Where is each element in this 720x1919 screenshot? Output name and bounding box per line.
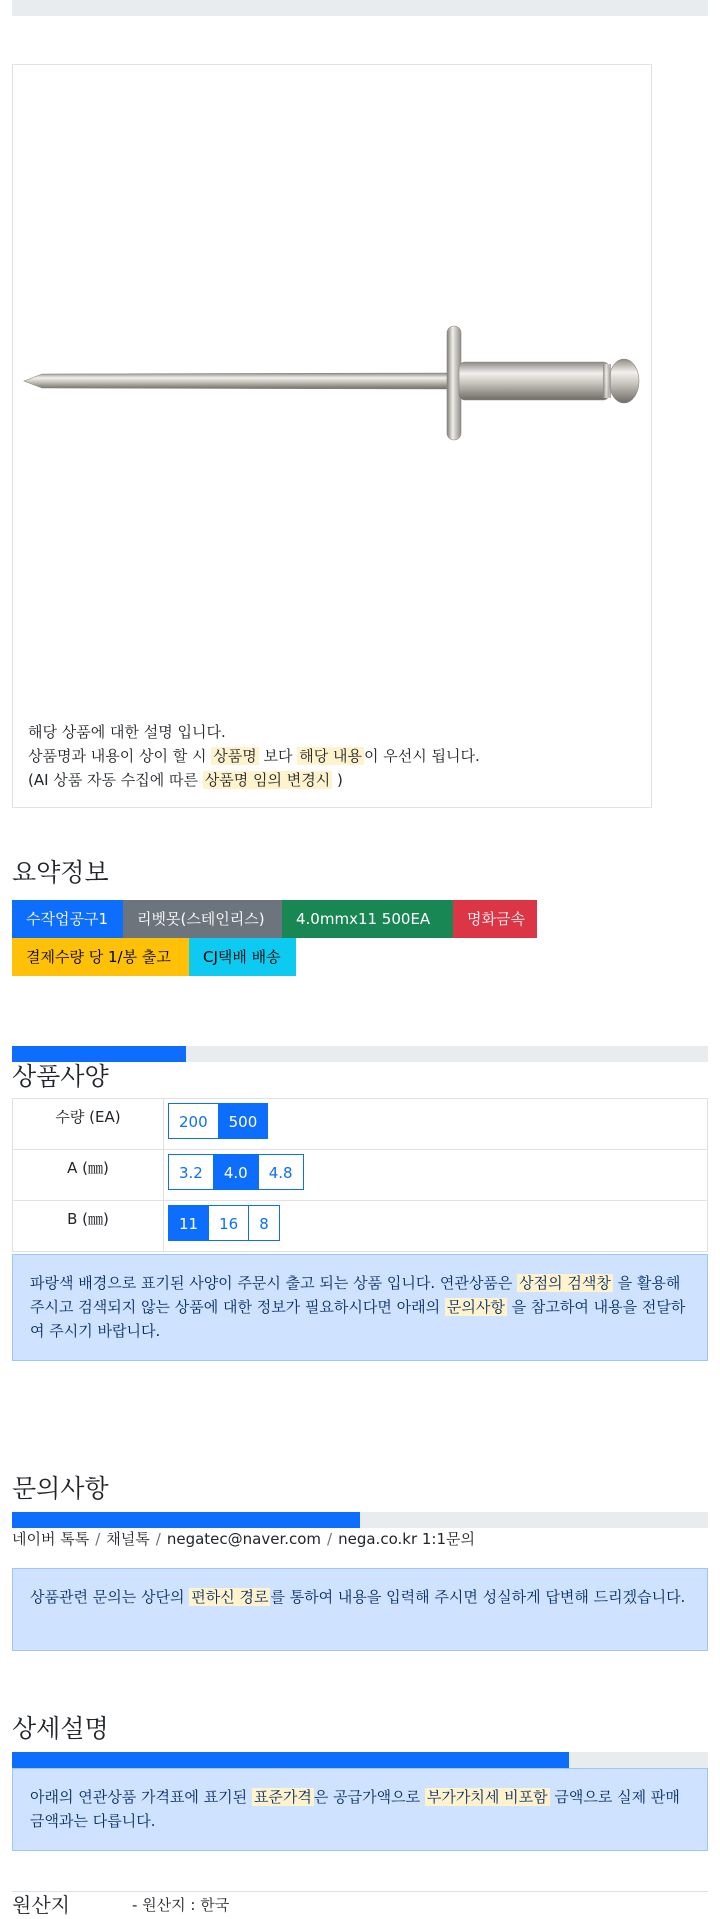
inquiry-progress-bar	[12, 1512, 708, 1528]
summary-badge: 수작업공구1	[12, 900, 123, 938]
contact-link[interactable]: negatec@naver.com	[166, 1530, 322, 1548]
spec-notice	[12, 1254, 708, 1361]
highlight-name-change: 상품명 임의 변경시	[204, 771, 331, 789]
spec-options	[164, 1201, 708, 1252]
contact-separator: /	[95, 1530, 101, 1548]
spec-option-button[interactable]: 4.0	[213, 1154, 259, 1190]
detail-notice	[12, 1768, 708, 1851]
inquiry-progress-fill	[12, 1512, 360, 1528]
spec-title: 상품사양	[12, 1062, 109, 1091]
detail-title: 상세설명	[12, 1714, 109, 1743]
description-line: 해당 상품에 대한 설명 입니다.	[28, 723, 226, 741]
spec-options	[164, 1099, 708, 1150]
highlight-contact-route: 편하신 경로	[191, 1588, 269, 1606]
spec-row	[13, 1150, 708, 1201]
description-text: 상품명과 내용이 상이 할 시	[28, 747, 212, 765]
contact-link[interactable]: 네이버 톡톡	[12, 1530, 90, 1548]
rivet-product-image	[20, 318, 640, 448]
top-progress-bar	[12, 0, 708, 16]
spec-label: A (㎜)	[13, 1150, 164, 1201]
summary-title: 요약정보	[12, 858, 109, 887]
notice-text: 아래의 연관상품 가격표에 표기된	[30, 1788, 252, 1806]
spec-option-button[interactable]: 11	[168, 1205, 209, 1241]
spec-table	[12, 1098, 708, 1252]
spec-row	[13, 1099, 708, 1150]
contact-separator: /	[327, 1530, 333, 1548]
notice-text: 상품관련 문의는 상단의	[30, 1588, 190, 1606]
spec-label: 수량 (EA)	[13, 1099, 164, 1150]
highlight-inquiry: 문의사항	[446, 1298, 505, 1316]
summary-badge: 리벳못(스테인리스)	[123, 900, 282, 938]
notice-text: 은 공급가액으로	[313, 1788, 425, 1806]
spec-option-button[interactable]: 8	[248, 1205, 280, 1241]
origin-divider	[12, 1891, 708, 1892]
highlight-vat-excluded: 부가가치세 비포함	[426, 1788, 548, 1806]
inquiry-notice	[12, 1568, 708, 1651]
description-text: 이 우선시 됩니다.	[363, 747, 480, 765]
highlight-content: 해당 내용	[299, 747, 362, 765]
spec-option-button[interactable]: 200	[168, 1103, 219, 1139]
origin-title: 원산지	[12, 1893, 70, 1917]
summary-badge: 명화금속	[453, 900, 537, 938]
highlight-product-name: 상품명	[213, 747, 257, 765]
notice-text: 를 통하여 내용을 입력해 주시면 성실하게 답변해 드리겠습니다.	[270, 1588, 686, 1606]
notice-text: 을 참고하여 내용을 전달하여 주시기 바랍니다.	[30, 1298, 686, 1340]
spec-label: B (㎜)	[13, 1201, 164, 1252]
highlight-search-box: 상점의 검색창	[519, 1274, 611, 1292]
notice-text: 을 활용해 주시고 검색되지 않는 상품에 대한 정보가 필요하시다면 아래의	[30, 1274, 681, 1316]
summary-badge: 결제수량 당 1/봉 출고	[12, 938, 189, 976]
contact-separator: /	[155, 1530, 161, 1548]
product-description	[28, 720, 480, 792]
inquiry-title: 문의사항	[12, 1474, 109, 1503]
description-text: (AI 상품 자동 수집에 따른	[28, 771, 203, 789]
spec-option-button[interactable]: 500	[218, 1103, 269, 1139]
notice-text: 금액으로 실제 판매금액과는 다릅니다.	[30, 1788, 680, 1830]
spec-row	[13, 1201, 708, 1252]
spec-option-button[interactable]: 4.8	[258, 1154, 304, 1190]
summary-badge: 4.0mmx11 500EA	[282, 900, 453, 938]
detail-progress-fill	[12, 1752, 569, 1768]
contact-list	[12, 1528, 475, 1549]
origin-value: - 원산지 : 한국	[132, 1896, 230, 1914]
description-text: 보다	[258, 747, 298, 765]
description-text: )	[332, 771, 343, 789]
spec-options	[164, 1150, 708, 1201]
contact-link[interactable]: 채널톡	[106, 1530, 150, 1548]
summary-badge: CJ택배 배송	[189, 938, 296, 976]
spec-progress-fill	[12, 1046, 186, 1062]
highlight-standard-price: 표준가격	[253, 1788, 312, 1806]
detail-progress-bar	[12, 1752, 708, 1768]
spec-option-button[interactable]: 3.2	[168, 1154, 214, 1190]
contact-link[interactable]: nega.co.kr 1:1문의	[338, 1530, 475, 1548]
spec-progress-bar	[12, 1046, 708, 1062]
notice-text: 파랑색 배경으로 표기된 사양이 주문시 출고 되는 상품 입니다. 연관상품은	[30, 1274, 518, 1292]
spec-option-button[interactable]: 16	[208, 1205, 249, 1241]
